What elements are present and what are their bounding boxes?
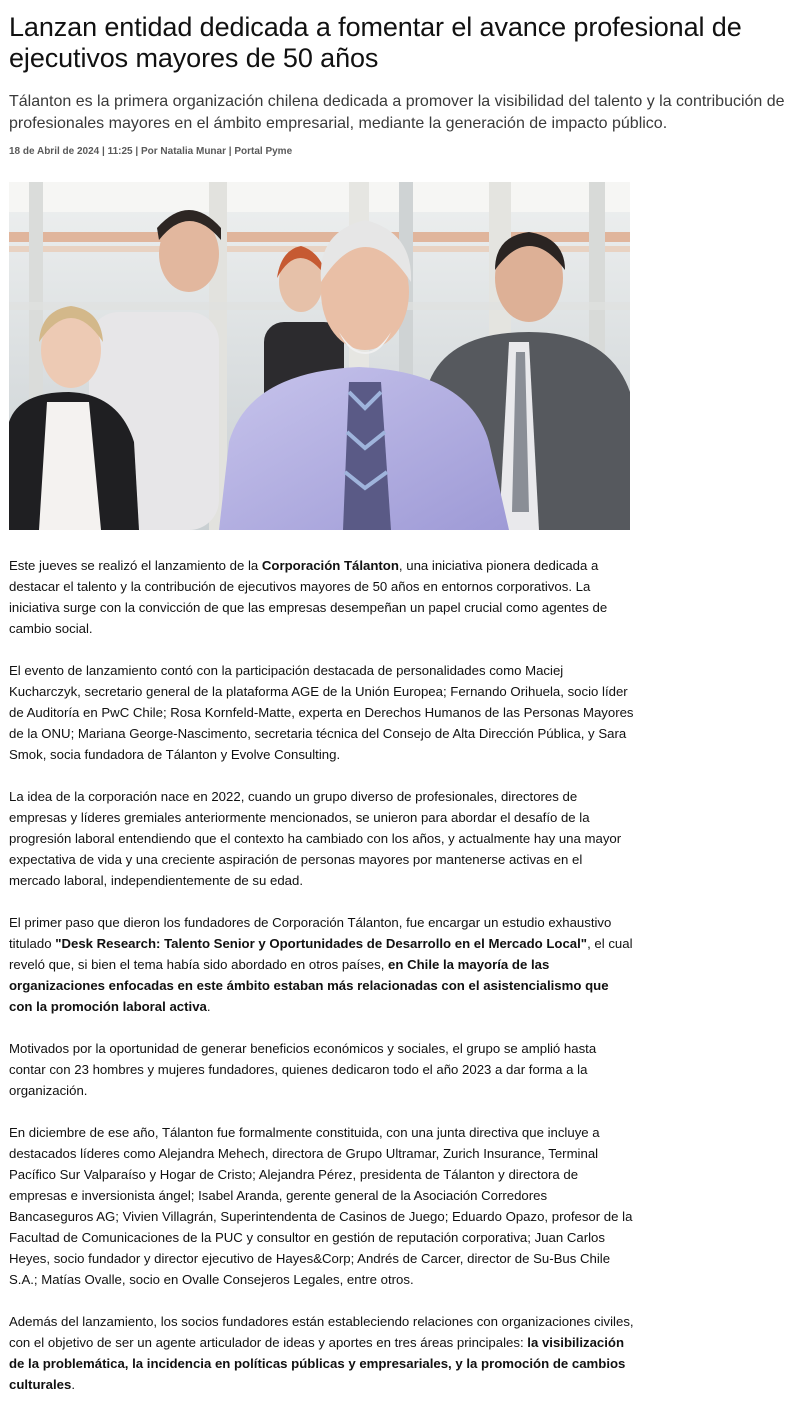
paragraph-4-text-a: El primer paso que dieron los fundadores de Corporación Tálanton, fue encargar un estudio exhaustivo titulado	[9, 915, 612, 951]
paragraph-5: Motivados por la oportunidad de generar beneficios económicos y sociales, el grupo se amplió hasta contar con 23 hombres y mujeres fundadores, quienes dedicaron todo el año 2023 a dar forma a la organización.	[9, 1041, 597, 1098]
paragraph-7	[9, 1311, 634, 1395]
paragraph-7-text-c: .	[71, 1377, 75, 1392]
paragraph-4-bold-study-title: "Desk Research: Talento Senior y Oportunidades de Desarrollo en el Mercado Local"	[55, 936, 588, 951]
paragraph-3: La idea de la corporación nace en 2022, cuando un grupo diverso de profesionales, directores de empresas y líderes gremiales anteriormente mencionados, se unieron para abordar el desafío de la progresión laboral entendiendo que el contexto ha cambiado con los años, y actualmente hay una mayor expectativa de vida y una creciente aspiración de personas mayores por mantenerse activas en el mercado laboral, independientemente de su edad.	[9, 789, 622, 888]
hero-photo	[9, 182, 630, 530]
paragraph-7-bold: la visibilización de la problemática, la incidencia en políticas públicas y empresariales, y la promoción de cambios culturales	[9, 1335, 626, 1392]
article-lead: Tálanton es la primera organización chilena dedicada a promover la visibilidad del talento y la contribución de profesionales mayores en el ámbito empresarial, mediante la generación de impacto público.	[9, 93, 785, 132]
paragraph-1-bold: Corporación Tálanton	[261, 558, 399, 573]
paragraph-1-text-c: , una iniciativa pionera dedicada a destacar el talento y la contribución de ejecutivos mayores de 50 años en entornos corporativos. La iniciativa surge con la convicción de que las empresas desempeñan un papel crucial como agentes de cambio social.	[9, 558, 608, 636]
paragraph-4-text-e: .	[206, 999, 211, 1014]
paragraph-1	[9, 555, 634, 639]
paragraph-4-bold-finding: en Chile la mayoría de las organizaciones enfocadas en este ámbito estaban más relacionadas con el asistencialismo que con la promoción laboral activa	[9, 957, 609, 1014]
article-title: Lanzan entidad dedicada a fomentar el avance profesional de ejecutivos mayores de 50 años	[9, 12, 742, 73]
paragraph-2: El evento de lanzamiento contó con la participación destacada de personalidades como Maciej Kucharczyk, secretario general de la plataforma AGE de la Unión Europea; Fernando Orihuela, socio líder de Auditoría en PwC Chile; Rosa Kornfeld-Matte, experta en Derechos Humanos de las Personas Mayores de la ONU; Mariana George-Nascimento, secretaria técnica del Consejo de Alta Dirección Pública, y Sara Smok, socia fundadora de Tálanton y Evolve Consulting.	[9, 663, 634, 762]
paragraph-4	[9, 912, 634, 1017]
group-of-executives-illustration	[9, 182, 630, 530]
paragraph-6: En diciembre de ese año, Tálanton fue formalmente constituida, con una junta directiva que incluye a destacados líderes como Alejandra Mehech, directora de Grupo Ultramar, Zurich Insurance, Terminal Pacífico Sur Valparaíso y Hogar de Cristo; Alejandra Pérez, presidenta de Tálanton y directora de empresas e inversionista ángel; Isabel Aranda, gerente general de la Asociación Corredores Bancaseguros AG; Vivien Villagrán, Superintendenta de Casinos de Juego; Eduardo Opazo, profesor de la Facultad de Comunicaciones de la PUC y consultor en gestión de reputación corporativa; Juan Carlos Heyes, socio fundador y director ejecutivo de Hayes&Corp; Andrés de Carcer, director de Su-Bus Chile S.A.; Matías Ovalle, socio en Ovalle Consejeros Legales, entre otros.	[9, 1125, 633, 1287]
article-meta: 18 de Abril de 2024 | 11:25 | Por Natalia Munar | Portal Pyme	[9, 146, 293, 157]
paragraph-4-text-c: , el cual reveló que, si bien el tema había sido abordado en otros países,	[9, 936, 633, 972]
article-body	[9, 555, 634, 1416]
paragraph-1-text-a: Este jueves se realizó el lanzamiento de la	[9, 558, 262, 573]
paragraph-7-text-a: Además del lanzamiento, los socios fundadores están estableciendo relaciones con organizaciones civiles, con el objetivo de ser un agente articulador de ideas y aportes en tres áreas principales:	[9, 1314, 634, 1350]
